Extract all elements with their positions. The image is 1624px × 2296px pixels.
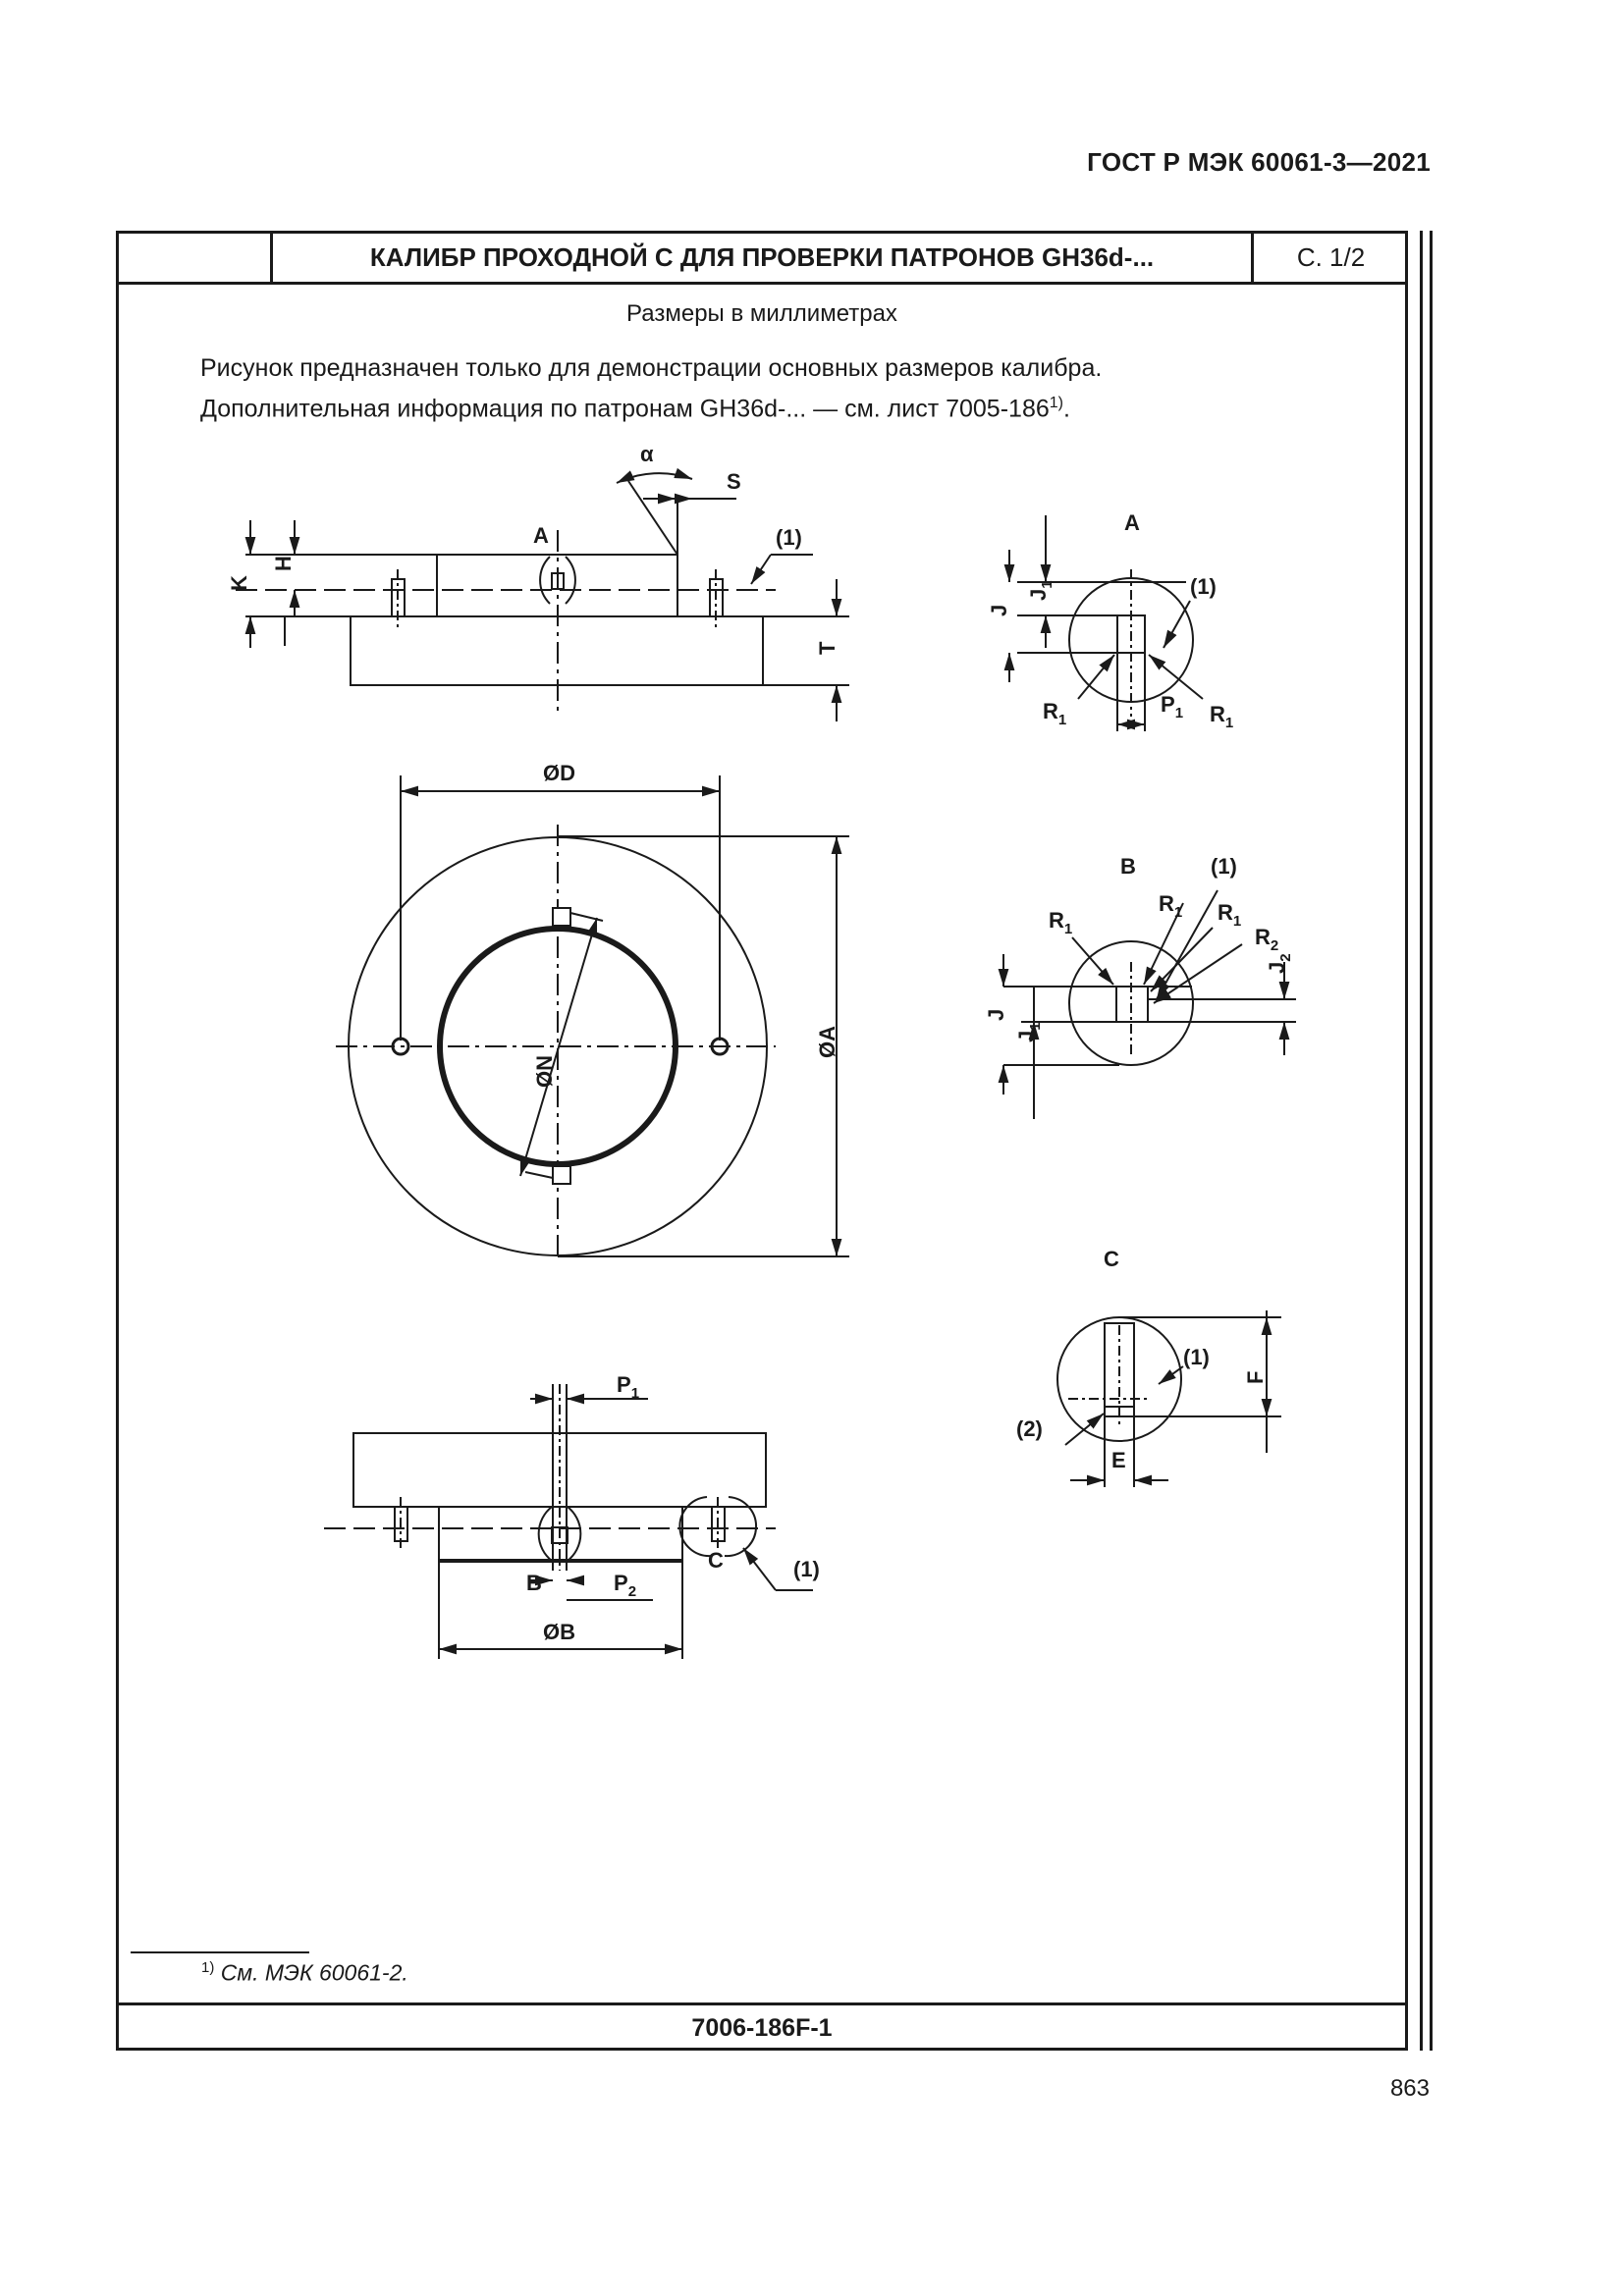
note-line-1: Рисунок предназначен только для демонстрации основных размеров калибра. bbox=[200, 354, 1103, 382]
label-s: S bbox=[727, 469, 741, 494]
label-detail-a: A bbox=[1124, 510, 1140, 535]
label-h: H bbox=[271, 556, 296, 571]
label-alpha: α bbox=[640, 442, 654, 466]
side-view-top bbox=[236, 473, 849, 721]
page-number: 863 bbox=[1389, 2075, 1430, 2102]
label-j-a: J bbox=[987, 604, 1011, 616]
label-a-top: A bbox=[533, 523, 549, 548]
code-separator bbox=[116, 2002, 1408, 2005]
note-ref: 1) bbox=[1049, 395, 1063, 411]
label-p1-bottom: $P_1$ bbox=[617, 1372, 640, 1402]
side-view-bottom bbox=[324, 1384, 813, 1659]
label-od: ØD bbox=[543, 761, 575, 785]
footnote bbox=[201, 1959, 408, 1987]
label-on: ØN bbox=[532, 1055, 557, 1088]
label-ref1-a: (1) bbox=[1190, 574, 1217, 599]
label-r1-b-right: $R_1$ bbox=[1218, 900, 1242, 930]
label-p2-bottom: $P_2$ bbox=[614, 1571, 637, 1600]
label-ref1-top: (1) bbox=[776, 525, 802, 550]
label-ref1-bottom: (1) bbox=[793, 1557, 820, 1581]
label-b-bottom: B bbox=[526, 1571, 542, 1595]
label-r2-b: $R_2$ bbox=[1255, 925, 1279, 954]
label-j-b: J bbox=[984, 1008, 1008, 1021]
label-r1-a-left: $R_1$ bbox=[1043, 699, 1067, 728]
sheet-code: 7006-186F-1 bbox=[691, 2014, 833, 2042]
detail-c bbox=[1057, 1310, 1281, 1487]
label-detail-c: C bbox=[1104, 1247, 1119, 1271]
units-caption: Размеры в миллиметрах bbox=[626, 300, 897, 327]
sheet-page: С. 1/2 bbox=[1296, 242, 1366, 272]
label-e: E bbox=[1111, 1448, 1126, 1472]
plan-view bbox=[336, 775, 849, 1261]
sheet-title: КАЛИБР ПРОХОДНОЙ С ДЛЯ ПРОВЕРКИ ПАТРОНОВ GH36d-... bbox=[369, 242, 1155, 272]
footnote-text: См. МЭК 60061-2. bbox=[220, 1959, 408, 1986]
label-c-bottom: C bbox=[708, 1548, 724, 1573]
label-j2-b: $J_2$ bbox=[1265, 953, 1294, 974]
label-detail-b: B bbox=[1120, 854, 1136, 879]
note-period: . bbox=[1062, 395, 1070, 423]
footnote-mark: 1) bbox=[201, 1959, 215, 1976]
label-j1-b: $J_1$ bbox=[1014, 1022, 1044, 1042]
label-j1-a: $J_1$ bbox=[1026, 580, 1056, 601]
footnote-rule bbox=[131, 1951, 309, 1953]
label-ref1-c: (1) bbox=[1183, 1345, 1210, 1369]
label-p1-a: $P_1$ bbox=[1161, 692, 1184, 721]
label-ref2-c: (2) bbox=[1016, 1416, 1043, 1441]
label-t: T bbox=[815, 641, 839, 655]
label-oa: ØA bbox=[815, 1026, 839, 1058]
label-r1-b-left: $R_1$ bbox=[1049, 908, 1073, 937]
label-ref1-b: (1) bbox=[1211, 854, 1237, 879]
label-k: K bbox=[227, 575, 251, 591]
note-line-2-text: Дополнительная информация по патронам GH36d-... — см. лист 7005-186 bbox=[200, 395, 1050, 423]
label-f: F bbox=[1243, 1370, 1268, 1384]
label-ob: ØB bbox=[543, 1620, 575, 1644]
label-r1-a-right: $R_1$ bbox=[1210, 702, 1234, 731]
detail-b bbox=[1003, 890, 1296, 1119]
label-r1-b-mid: $R_1$ bbox=[1159, 891, 1183, 921]
standard-number: ГОСТ Р МЭК 60061-3—2021 bbox=[1087, 147, 1431, 177]
